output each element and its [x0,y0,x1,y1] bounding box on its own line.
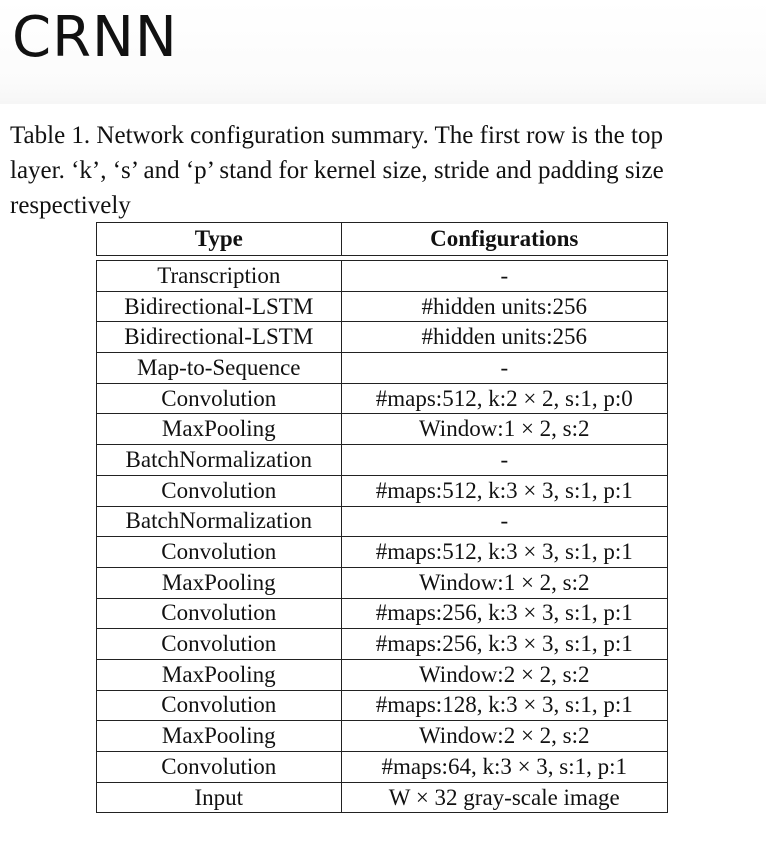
layer-type-cell: MaxPooling [97,567,342,598]
layer-type-cell: Transcription [97,261,342,292]
layer-config-cell: #maps:64, k:3 × 3, s:1, p:1 [341,752,667,783]
layer-config-cell: #hidden units:256 [341,322,667,353]
layer-config-cell: #maps:256, k:3 × 3, s:1, p:1 [341,598,667,629]
table-row [97,629,668,660]
caption-line: layer. ‘k’, ‘s’ and ‘p’ stand for kernel size, stride and padding size [10,157,664,184]
layer-config-cell: - [341,261,667,292]
layer-config-cell: #maps:128, k:3 × 3, s:1, p:1 [341,690,667,721]
table-row [97,659,668,690]
table-row [97,506,668,537]
layer-type-cell: Convolution [97,537,342,568]
layer-config-cell: Window:2 × 2, s:2 [341,721,667,752]
layer-type-cell: MaxPooling [97,721,342,752]
layer-config-cell: #hidden units:256 [341,291,667,322]
layer-config-cell: W × 32 gray-scale image [341,782,667,813]
layer-config-cell: Window:1 × 2, s:2 [341,567,667,598]
layer-config-cell: - [341,353,667,384]
table-row [97,383,668,414]
layer-config-cell: Window:2 × 2, s:2 [341,659,667,690]
table-row [97,291,668,322]
layer-config-cell: #maps:512, k:2 × 2, s:1, p:0 [341,383,667,414]
network-config-table [96,222,668,813]
header-configurations: Configurations [341,223,667,256]
layer-config-cell: Window:1 × 2, s:2 [341,414,667,445]
table-row [97,567,668,598]
layer-type-cell: Convolution [97,690,342,721]
layer-type-cell: Bidirectional-LSTM [97,291,342,322]
layer-type-cell: Convolution [97,752,342,783]
layer-type-cell: Convolution [97,598,342,629]
layer-type-cell: Input [97,782,342,813]
layer-type-cell: Bidirectional-LSTM [97,322,342,353]
layer-type-cell: MaxPooling [97,414,342,445]
layer-config-cell: #maps:512, k:3 × 3, s:1, p:1 [341,537,667,568]
layer-type-cell: Convolution [97,629,342,660]
table-row [97,353,668,384]
table-row [97,537,668,568]
layer-config-cell: #maps:256, k:3 × 3, s:1, p:1 [341,629,667,660]
table-row [97,261,668,292]
layer-config-cell: #maps:512, k:3 × 3, s:1, p:1 [341,475,667,506]
table-row [97,414,668,445]
layer-type-cell: Convolution [97,475,342,506]
layer-type-cell: Convolution [97,383,342,414]
table-header-row [97,223,668,256]
header-type: Type [97,223,342,256]
table-row [97,322,668,353]
table-row [97,475,668,506]
table-body [97,256,668,813]
table-row [97,752,668,783]
table-row [97,782,668,813]
table-row [97,721,668,752]
table-caption [10,118,760,223]
layer-type-cell: BatchNormalization [97,445,342,476]
table-row [97,598,668,629]
caption-line: Table 1. Network configuration summary. The first row is the top [10,122,663,149]
layer-type-cell: MaxPooling [97,659,342,690]
table-row [97,690,668,721]
layer-type-cell: BatchNormalization [97,506,342,537]
layer-config-cell: - [341,506,667,537]
caption-line: respectively [10,192,131,219]
layer-config-cell: - [341,445,667,476]
layer-type-cell: Map-to-Sequence [97,353,342,384]
slide-title: CRNN [12,5,178,70]
table-row [97,445,668,476]
